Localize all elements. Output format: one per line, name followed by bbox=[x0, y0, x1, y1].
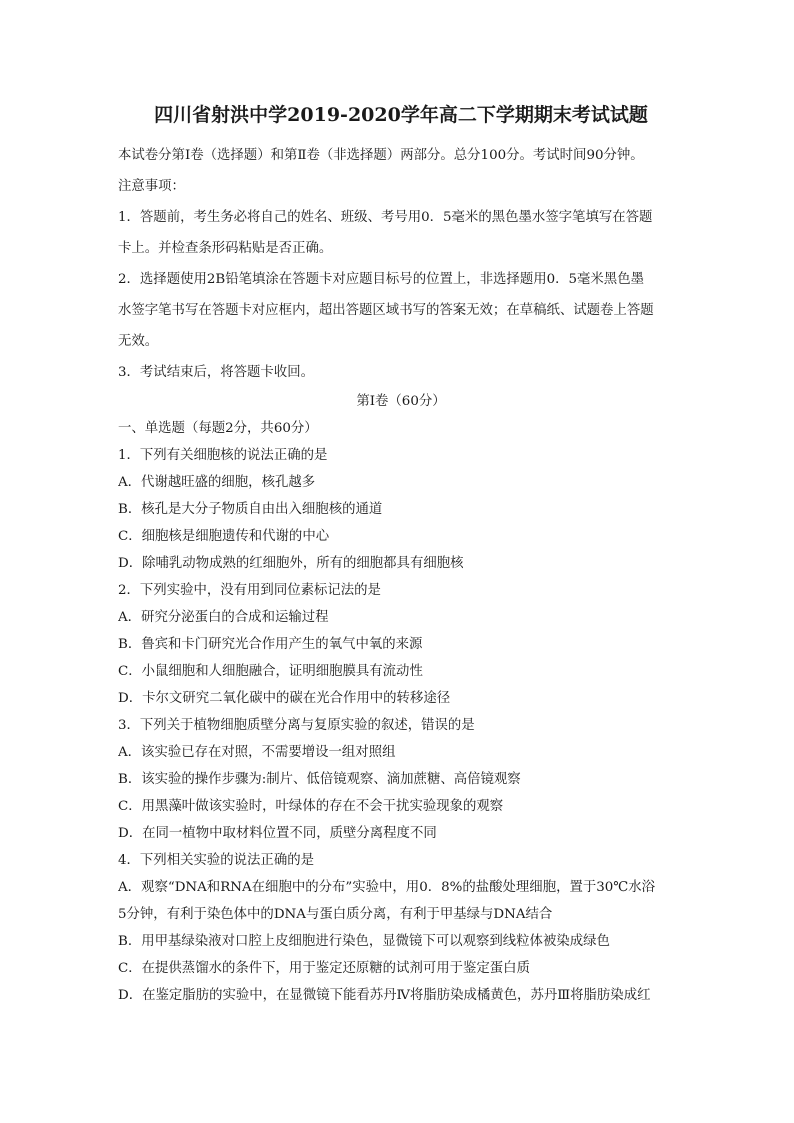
exam-title: 四川省射洪中学2019-2020学年高二下学期期末考试试题 bbox=[154, 104, 648, 126]
notice-line: 3．考试结束后，将答题卡收回。 bbox=[118, 365, 314, 380]
question-option: B．该实验的操作步骤为:制片、低倍镜观察、滴加蔗糖、高倍镜观察 bbox=[118, 772, 521, 787]
question-stem: 1．下列有关细胞核的说法正确的是 bbox=[118, 448, 328, 463]
question-option: A．代谢越旺盛的细胞，核孔越多 bbox=[118, 475, 316, 490]
question-option: C．细胞核是细胞遗传和代谢的中心 bbox=[118, 529, 330, 544]
question-option: D．在鉴定脂肪的实验中，在显微镜下能看苏丹Ⅳ将脂肪染成橘黄色，苏丹Ⅲ将脂肪染成红 bbox=[118, 988, 651, 1003]
section-title: 第Ⅰ卷（60分） bbox=[356, 394, 446, 409]
notice-line: 卡上。并检查条形码粘贴是否正确。 bbox=[118, 241, 333, 256]
question-option: A．该实验已存在对照，不需要增设一组对照组 bbox=[118, 745, 396, 760]
question-option: A．研究分泌蛋白的合成和运输过程 bbox=[118, 610, 329, 625]
notice-line: 水签字笔书写在答题卡对应框内，超出答题区域书写的答案无效；在草稿纸、试题卷上答题 bbox=[118, 303, 654, 318]
question-option: C．在提供蒸馏水的条件下，用于鉴定还原糖的试剂可用于鉴定蛋白质 bbox=[118, 961, 530, 976]
notice-line: 无效。 bbox=[118, 334, 159, 349]
section-description: 一、单选题（每题2分，共60分） bbox=[118, 421, 318, 436]
question-stem: 3．下列关于植物细胞质壁分离与复原实验的叙述，错误的是 bbox=[118, 718, 475, 733]
notice-heading: 注意事项： bbox=[118, 179, 185, 194]
notice-line: 1．答题前，考生务必将自己的姓名、班级、考号用0．5毫米的黑色墨水签字笔填写在答题 bbox=[118, 210, 653, 225]
question-option: B．鲁宾和卡门研究光合作用产生的氧气中氧的来源 bbox=[118, 637, 423, 652]
question-option: B．核孔是大分子物质自由出入细胞核的通道 bbox=[118, 502, 383, 517]
question-2 bbox=[118, 577, 684, 712]
question-option: 5分钟，有利于染色体中的DNA与蛋白质分离，有利于甲基绿与DNA结合 bbox=[118, 907, 553, 922]
question-option: D．在同一植物中取材料位置不同，质壁分离程度不同 bbox=[118, 826, 437, 841]
question-1 bbox=[118, 442, 684, 577]
question-stem: 4．下列相关实验的说法正确的是 bbox=[118, 853, 314, 868]
question-3 bbox=[118, 712, 684, 847]
question-option: D．除哺乳动物成熟的红细胞外，所有的细胞都具有细胞核 bbox=[118, 556, 464, 571]
question-option: B．用甲基绿染液对口腔上皮细胞进行染色，显微镜下可以观察到线粒体被染成绿色 bbox=[118, 934, 610, 949]
question-stem: 2．下列实验中，没有用到同位素标记法的是 bbox=[118, 583, 381, 598]
exam-intro: 本试卷分第Ⅰ卷（选择题）和第Ⅱ卷（非选择题）两部分。总分100分。考试时间90分钟。 bbox=[118, 148, 644, 163]
exam-page bbox=[118, 100, 684, 1009]
question-option: A．观察“DNA和RNA在细胞中的分布”实验中，用0．8%的盐酸处理细胞，置于30℃水浴 bbox=[118, 880, 656, 895]
question-option: C．用黑藻叶做该实验时，叶绿体的存在不会干扰实验现象的观察 bbox=[118, 799, 504, 814]
notice-line: 2．选择题使用2B铅笔填涂在答题卡对应题目标号的位置上，非选择题用0．5毫米黑色墨 bbox=[118, 272, 644, 287]
question-option: C．小鼠细胞和人细胞融合，证明细胞膜具有流动性 bbox=[118, 664, 423, 679]
question-option: D．卡尔文研究二氧化碳中的碳在光合作用中的转移途径 bbox=[118, 691, 451, 706]
question-4 bbox=[118, 847, 684, 1009]
